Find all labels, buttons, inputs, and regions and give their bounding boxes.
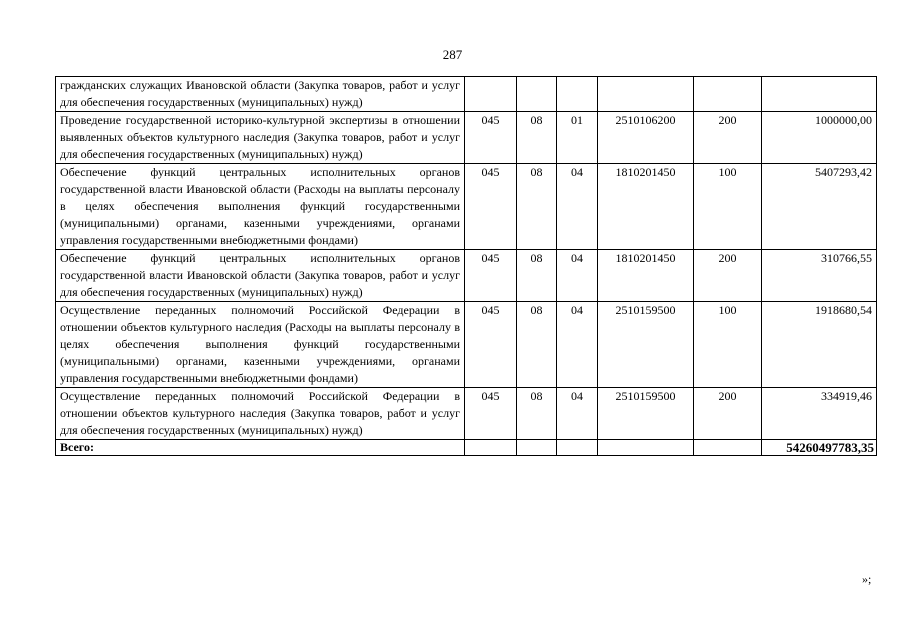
row-expense-type-code: 100: [694, 302, 762, 388]
table-row: [56, 112, 877, 164]
row-description: Осуществление переданных полномочий Российской Федерации в отношении объектов культурного наследия (Расходы на выплаты персоналу в целях обеспечения выполнения функций государственными (муниципальными) органами, казенными учреждениями, органами управления государственными внебюджетными фондами): [56, 302, 465, 388]
row-amount: 1000000,00: [762, 112, 877, 164]
row-target-code: 1810201450: [598, 164, 694, 250]
row-description: Обеспечение функций центральных исполнительных органов государственной власти Ивановской области (Расходы на выплаты персоналу в целях обеспечения выполнения функций государственными (муниципальными) органами, казенными учреждениями, органами управления государственными внебюджетными фондами): [56, 164, 465, 250]
row-subsection-code: [557, 77, 598, 112]
total-label: Всего:: [56, 440, 465, 456]
row-ministry-code: [465, 77, 517, 112]
table-row: [56, 77, 877, 112]
total-empty-cell: [517, 440, 557, 456]
row-section-code: [517, 77, 557, 112]
row-subsection-code: 04: [557, 164, 598, 250]
table-row: [56, 302, 877, 388]
row-section-code: 08: [517, 112, 557, 164]
row-description: Обеспечение функций центральных исполнительных органов государственной власти Ивановской области (Закупка товаров, работ и услуг для обеспечения государственных (муниципальных) нужд): [56, 250, 465, 302]
table-row: [56, 164, 877, 250]
row-section-code: 08: [517, 164, 557, 250]
row-target-code: [598, 77, 694, 112]
row-target-code: 2510159500: [598, 388, 694, 440]
row-amount: 310766,55: [762, 250, 877, 302]
row-expense-type-code: 200: [694, 250, 762, 302]
row-expense-type-code: 200: [694, 112, 762, 164]
budget-table-body: [56, 77, 877, 456]
row-subsection-code: 04: [557, 250, 598, 302]
total-empty-cell: [557, 440, 598, 456]
row-description: Осуществление переданных полномочий Российской Федерации в отношении объектов культурного наследия (Закупка товаров, работ и услуг для обеспечения государственных (муниципальных) нужд): [56, 388, 465, 440]
row-expense-type-code: [694, 77, 762, 112]
row-ministry-code: 045: [465, 250, 517, 302]
row-section-code: 08: [517, 388, 557, 440]
row-target-code: 2510106200: [598, 112, 694, 164]
row-expense-type-code: 100: [694, 164, 762, 250]
row-ministry-code: 045: [465, 112, 517, 164]
total-empty-cell: [694, 440, 762, 456]
row-amount: 1918680,54: [762, 302, 877, 388]
row-expense-type-code: 200: [694, 388, 762, 440]
total-row: [56, 440, 877, 456]
closing-quote-mark: »;: [862, 572, 872, 586]
row-subsection-code: 04: [557, 302, 598, 388]
row-section-code: 08: [517, 302, 557, 388]
row-description: Проведение государственной историко-культурной экспертизы в отношении выявленных объектов культурного наследия (Закупка товаров, работ и услуг для обеспечения государственных (муниципальных) нужд): [56, 112, 465, 164]
row-amount: 5407293,42: [762, 164, 877, 250]
budget-table: [55, 76, 877, 456]
row-amount: 334919,46: [762, 388, 877, 440]
table-row: [56, 388, 877, 440]
row-ministry-code: 045: [465, 302, 517, 388]
row-amount: [762, 77, 877, 112]
row-section-code: 08: [517, 250, 557, 302]
total-amount: 54260497783,35: [762, 440, 877, 456]
row-subsection-code: 01: [557, 112, 598, 164]
row-target-code: 2510159500: [598, 302, 694, 388]
row-ministry-code: 045: [465, 388, 517, 440]
row-ministry-code: 045: [465, 164, 517, 250]
row-description: гражданских служащих Ивановской области (Закупка товаров, работ и услуг для обеспечения государственных (муниципальных) нужд): [56, 77, 465, 112]
row-target-code: 1810201450: [598, 250, 694, 302]
row-subsection-code: 04: [557, 388, 598, 440]
page-number: 287: [442, 47, 463, 62]
table-row: [56, 250, 877, 302]
total-empty-cell: [465, 440, 517, 456]
total-empty-cell: [598, 440, 694, 456]
